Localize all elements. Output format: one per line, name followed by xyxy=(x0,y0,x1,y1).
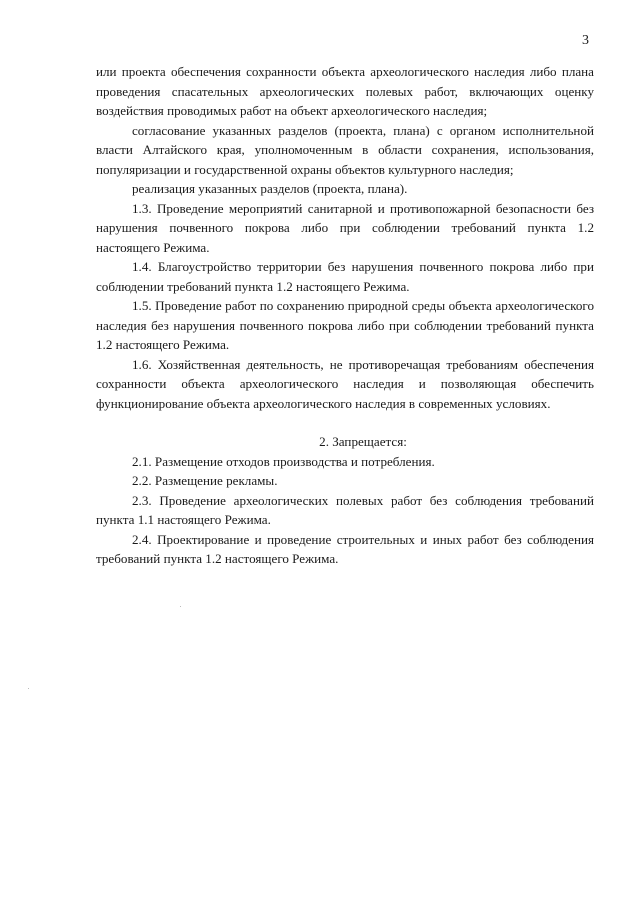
clause-2-2: 2.2. Размещение рекламы. xyxy=(132,473,278,488)
page-number: 3 xyxy=(582,33,589,48)
clause-1-5: 1.5. Проведение работ по сохранению природной среды объекта археологического наследия без нарушения почвенного покрова либо при соблюдении требований пункта 1.2 настоящего Режима. xyxy=(96,298,594,352)
section-2-heading: 2. Запрещается: xyxy=(319,434,407,449)
paragraph-implementation: реализация указанных разделов (проекта, плана). xyxy=(132,181,408,196)
paragraph-continuation: или проекта обеспечения сохранности объекта археологического наследия либо плана проведения спасательных археологических полевых работ, включающих оценку воздействия проводимых работ на объект археологического наследия; xyxy=(96,64,594,118)
scan-speck xyxy=(180,606,181,607)
document-body xyxy=(96,62,594,569)
clause-1-6: 1.6. Хозяйственная деятельность, не противоречащая требованиям обеспечения сохранности объекта археологического наследия и позволяющая обеспечить функционирование объекта археологического наследия в современных условиях. xyxy=(96,356,594,411)
clause-1-4: 1.4. Благоустройство территории без нарушения почвенного покрова либо при соблюдении требований пункта 1.2 настоящего Режима. xyxy=(96,259,594,294)
paragraph-approval: согласование указанных разделов (проекта, плана) с органом исполнительной власти Алтайского края, уполномоченным в области сохранения, использования, популяризации и государственной охраны объектов культурного наследия; xyxy=(96,122,594,177)
scan-speck xyxy=(28,688,29,689)
clause-2-3: 2.3. Проведение археологических полевых работ без соблюдения требований пункта 1.1 настоящего Режима. xyxy=(96,492,594,527)
clause-2-1: 2.1. Размещение отходов производства и потребления. xyxy=(132,453,435,469)
clause-2-4: 2.4. Проектирование и проведение строительных и иных работ без соблюдения требований пункта 1.2 настоящего Режима. xyxy=(96,531,594,566)
clause-1-3: 1.3. Проведение мероприятий санитарной и противопожарной безопасности без нарушения почвенного покрова либо при соблюдении требований пункта 1.2 настоящего Режима. xyxy=(96,200,594,255)
